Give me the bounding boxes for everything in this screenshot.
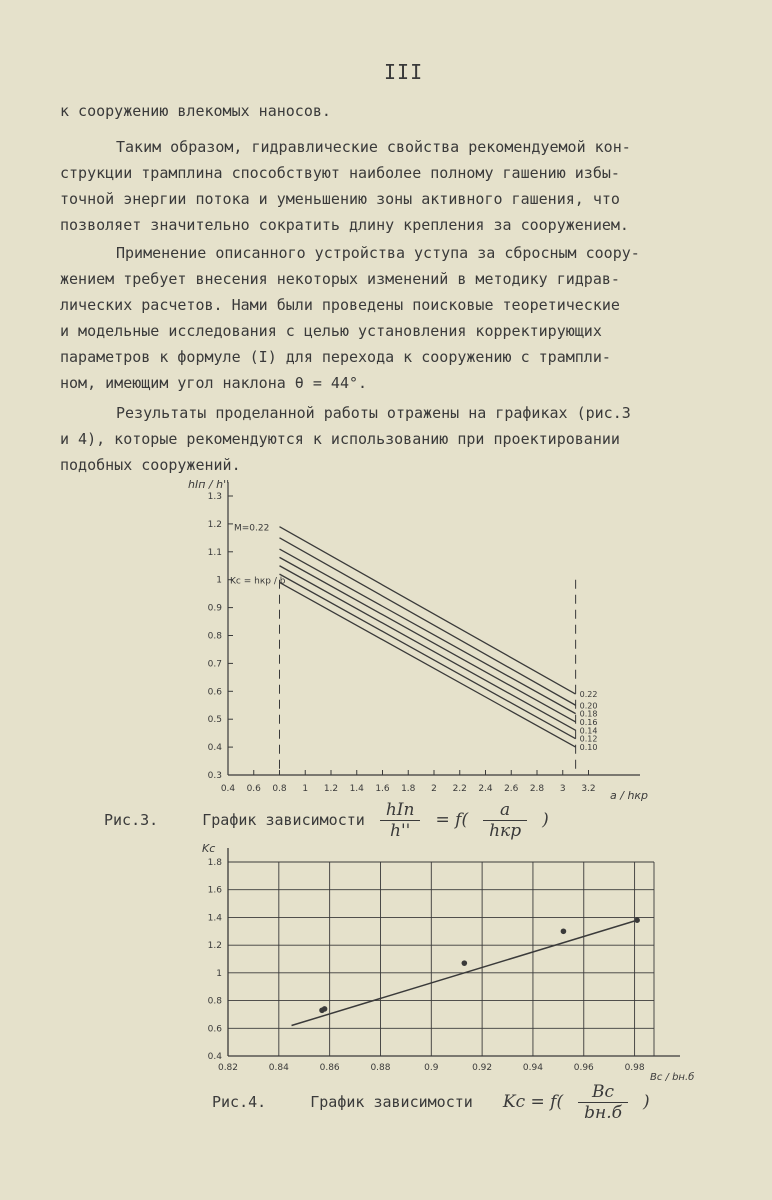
text-line: параметров к формуле (I) для перехода к сооружению с трампли-	[60, 348, 611, 366]
x-tick-label: 2.6	[504, 784, 519, 794]
x-tick-label: 1.8	[401, 784, 416, 794]
y-tick-label: 0.9	[207, 603, 222, 614]
text-line: струкции трамплина способствуют наиболее полному гашению избы-	[60, 164, 620, 182]
x-axis-label: Bc / bн.б	[650, 1072, 695, 1083]
y-tick-label: 0.6	[207, 1024, 222, 1035]
x-tick-label: 2.4	[478, 784, 493, 794]
figure-4-label: Рис.4.	[212, 1093, 267, 1111]
x-tick-label: 1.6	[375, 784, 390, 794]
figure-3-formula-rhs: $\frac{a}{\text{hкр}}$	[483, 800, 527, 841]
series-label: 0.18	[579, 709, 598, 719]
x-tick-label: 1.4	[349, 784, 364, 794]
x-tick-label: 3	[559, 784, 566, 794]
x-tick-label: 2.8	[529, 784, 545, 794]
text-line: и модельные исследования с целью установления корректирующих	[60, 322, 602, 340]
annotation-m: M=0.22	[234, 523, 270, 534]
x-tick-label: 0.98	[624, 1063, 645, 1073]
figure-3-formula-eq: = f(	[435, 810, 469, 830]
y-tick-label: 1.4	[207, 913, 222, 924]
data-point	[634, 917, 640, 923]
x-tick-label: 1	[302, 784, 309, 794]
annotation-k: Kc = hкр / b	[230, 576, 286, 587]
y-tick-label: 1.1	[207, 547, 222, 558]
figure-4-title: График зависимости	[310, 1093, 473, 1111]
text-line: позволяет значительно сократить длину крепления за сооружением.	[60, 216, 629, 234]
y-tick-label: 0.8	[207, 996, 222, 1007]
page-number: III	[384, 60, 424, 84]
x-tick-label: 3.2	[581, 784, 596, 794]
x-tick-label: 0.9	[424, 1063, 439, 1073]
text-line: жением требует внесения некоторых изменений в методику гидрав-	[60, 270, 620, 288]
x-tick-label: 2	[431, 784, 437, 794]
figure-3-title: График зависимости	[202, 811, 365, 829]
y-tick-label: 1.8	[207, 858, 222, 868]
x-tick-label: 0.4	[220, 784, 236, 794]
text-line: к сооружению влекомых наносов.	[60, 102, 331, 120]
series-label: 0.14	[579, 726, 598, 736]
x-tick-label: 0.94	[522, 1063, 543, 1073]
y-tick-label: 1.6	[207, 885, 222, 896]
text-line: лических расчетов. Нами были проведены поисковые теоретические	[60, 296, 620, 314]
figure-3-label: Рис.3.	[104, 811, 159, 829]
x-tick-label: 1.2	[323, 784, 339, 794]
text-line: ном, имеющим угол наклона θ = 44°.	[60, 374, 368, 392]
x-tick-label: 2.2	[452, 784, 467, 794]
figure-4-formula-rhs: $\frac{Bc}{bн.б}$	[578, 1082, 628, 1123]
x-tick-label: 0.6	[246, 784, 261, 794]
y-tick-label: 0.5	[207, 715, 222, 726]
figure-3-formula-close: )	[542, 810, 549, 830]
x-tick-label: 0.8	[272, 784, 287, 794]
x-tick-label: 0.82	[217, 1063, 239, 1073]
data-point	[462, 960, 468, 966]
y-tick-label: 0.3	[207, 771, 222, 781]
series-label: 0.16	[579, 717, 598, 727]
figure-4-caption	[212, 1082, 650, 1123]
text-line: подобных сооружений.	[60, 456, 241, 474]
y-tick-label: 1	[216, 968, 222, 979]
y-tick-label: 0.6	[207, 687, 222, 698]
x-tick-label: 0.84	[268, 1063, 289, 1073]
y-tick-label: 0.4	[207, 743, 222, 754]
figure-3-formula-lhs: $\frac{\text{hIп}}{h''}$	[380, 800, 421, 841]
data-point	[561, 928, 567, 934]
figure-4-formula-close: )	[643, 1092, 650, 1112]
y-axis-label: hIп / h''	[188, 478, 230, 491]
y-tick-label: 0.7	[207, 659, 222, 670]
y-tick-label: 0.8	[207, 631, 222, 642]
x-tick-label: 0.86	[319, 1063, 340, 1073]
text-line: Применение описанного устройства уступа за сбросным соору-	[116, 244, 640, 262]
data-point	[322, 1006, 328, 1012]
y-tick-label: 1.2	[207, 941, 222, 952]
figure-4-formula-lhs: Kc = f(	[502, 1092, 564, 1112]
x-tick-label: 0.88	[370, 1063, 391, 1073]
series-label: 0.10	[579, 743, 598, 753]
text-line: точной энергии потока и уменьшению зоны активного гашения, что	[60, 190, 620, 208]
text-line: Таким образом, гидравлические свойства рекомендуемой кон-	[116, 138, 631, 156]
y-tick-label: 1.3	[207, 492, 222, 502]
x-tick-label: 0.96	[573, 1063, 594, 1073]
y-axis-label: Kc	[202, 842, 216, 855]
series-label: 0.20	[579, 701, 598, 711]
y-tick-label: 1	[216, 575, 222, 586]
series-label: 0.22	[579, 690, 598, 700]
series-label: 0.12	[579, 734, 598, 744]
x-axis-label: a / hкр	[610, 789, 649, 802]
x-tick-label: 0.92	[472, 1063, 493, 1073]
y-tick-label: 0.4	[207, 1052, 222, 1062]
text-line: и 4), которые рекомендуются к использованию при проектировании	[60, 430, 620, 448]
y-tick-label: 1.2	[207, 519, 222, 530]
text-line: Результаты проделанной работы отражены на графиках (рис.3	[116, 404, 631, 422]
